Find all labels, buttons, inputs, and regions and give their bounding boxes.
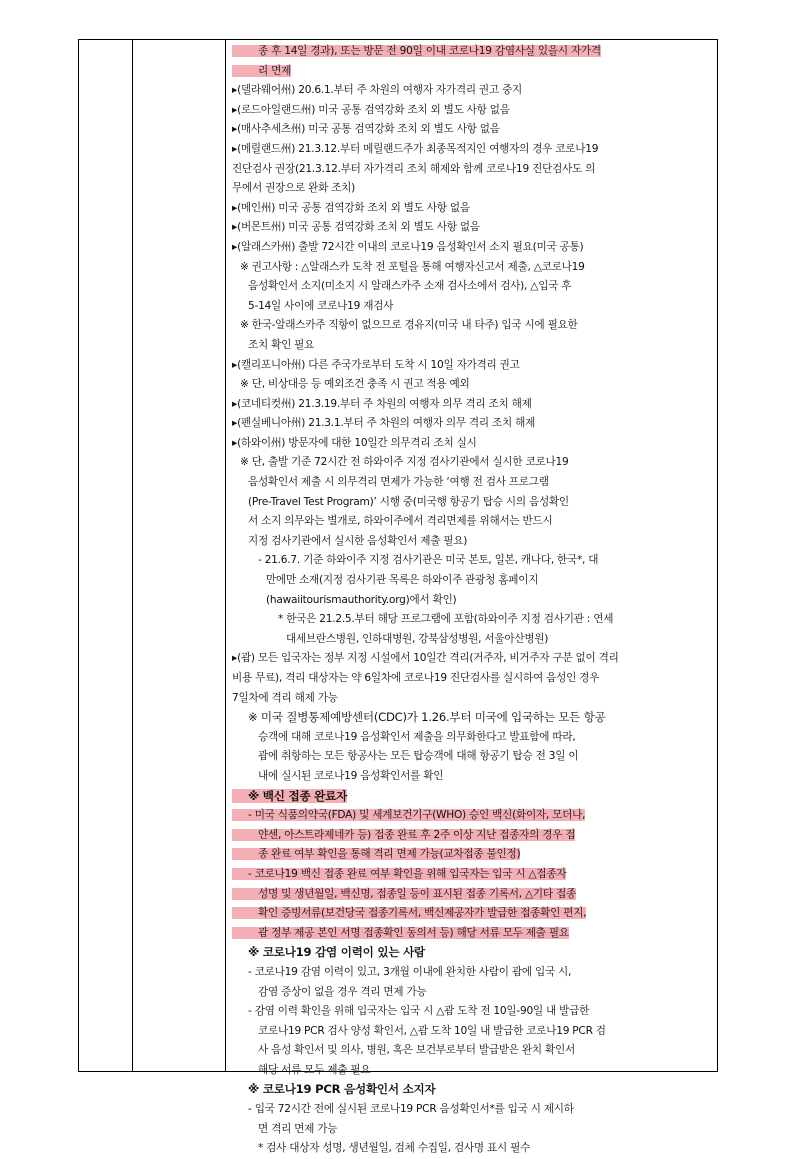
text-line [232, 669, 712, 689]
text-line-content: 음성확인서 제출 시 의무격리 면제가 가능한 ‘여행 전 검사 프로그램 [248, 476, 549, 489]
text-line [232, 1002, 712, 1022]
column-divider-2 [225, 40, 226, 1071]
text-line [232, 1120, 712, 1140]
text-line-content: 내에 실시된 코로나19 음성확인서를 확인 [258, 769, 444, 782]
text-line [232, 160, 712, 180]
text-line [232, 767, 712, 787]
text-line-content: 만에만 소재(지정 검사기관 목록은 하와이주 관광청 홈페이지 [266, 574, 539, 587]
text-line-content: 괌에 취항하는 모든 항공사는 모든 탑승객에 대해 항공기 탑승 전 3일 이 [258, 750, 579, 763]
text-line-content: ▸(하와이州) 방문자에 대한 10일간 의무격리 조치 실시 [232, 436, 477, 449]
text-line [232, 199, 712, 219]
text-line [232, 414, 712, 434]
text-line [232, 747, 712, 767]
text-line [232, 610, 712, 630]
text-line [232, 924, 712, 944]
text-line-content: (Pre-Travel Test Program)’ 시행 중(미국행 항공기 탑승 시의 음성확인 [248, 495, 569, 508]
content-cell [232, 42, 712, 1159]
text-line-content: ▸(캘리포니아州) 다른 주국가로부터 도착 시 10일 자가격리 권고 [232, 358, 520, 371]
text-line [232, 453, 712, 473]
text-line [232, 983, 712, 1003]
text-line-content: - 코로나19 백신 접종 완료 여부 확인을 위해 입국자는 입국 시 △접종자 [232, 868, 566, 880]
text-line-content: 감염 증상이 없을 경우 격리 면제 가능 [258, 985, 427, 998]
text-line [232, 943, 712, 963]
text-line [232, 787, 712, 807]
text-line-content: * 한국은 21.2.5.부터 해당 프로그램에 포함(하와이주 지정 검사기관 : 연세 [278, 613, 614, 626]
text-line [232, 42, 712, 62]
text-line [232, 336, 712, 356]
text-line [232, 649, 712, 669]
text-line [232, 1080, 712, 1100]
text-line [232, 375, 712, 395]
text-line [232, 591, 712, 611]
text-line [232, 493, 712, 513]
text-line [232, 218, 712, 238]
text-line [232, 630, 712, 650]
text-line-content: * 검사 대상자 성명, 생년월일, 검체 수집일, 검사명 표시 필수 [258, 1142, 531, 1155]
text-line-content: 서 소지 의무와는 별개로, 하와이주에서 격리면제를 위해서는 반드시 [248, 515, 553, 528]
text-line-content: ※ 미국 질병통제예방센터(CDC)가 1.26.부터 미국에 입국하는 모든 항공 [248, 710, 606, 725]
text-line-content: 코로나19 PCR 검사 양성 확인서, △괌 도착 10일 내 발급한 코로나19 PCR 검 [258, 1024, 606, 1037]
text-line-content: 얀센, 아스트라제네카 등) 접종 완료 후 2주 이상 지난 접종자의 경우 접 [232, 829, 575, 841]
text-line [232, 356, 712, 376]
text-line-content: - 21.6.7. 기준 하와이주 지정 검사기관은 미국 본토, 일본, 캐나다, 한국*, 대 [258, 554, 599, 567]
text-line-content: 5-14일 사이에 코로나19 재검사 [248, 299, 394, 312]
text-line-content: ▸(메인州) 미국 공통 검역강화 조치 외 별도 사항 없음 [232, 201, 470, 214]
text-line-content: ▸(펜실베니아州) 21.3.1.부터 주 차원의 여행자 의무 격리 조치 해제 [232, 417, 536, 430]
text-line [232, 1061, 712, 1081]
text-line [232, 395, 712, 415]
text-line [232, 316, 712, 336]
text-line-content: 무에서 권장으로 완화 조치) [232, 182, 356, 195]
text-line-content: 종 완료 여부 확인을 통해 격리 면제 가능(교차접종 불인정) [232, 848, 520, 860]
text-line-content: ▸(매사추세츠州) 미국 공통 검역강화 조치 외 별도 사항 없음 [232, 123, 500, 136]
text-line-content: 7일차에 격리 해제 가능 [232, 691, 338, 704]
text-line [232, 277, 712, 297]
text-line-content: - 감염 이력 확인을 위해 입국자는 입국 시 △괌 도착 전 10일-90일 내 발급한 [248, 1005, 590, 1018]
text-line [232, 258, 712, 278]
text-line-content: ▸(버몬트州) 미국 공통 검역강화 조치 외 별도 사항 없음 [232, 221, 480, 234]
text-line [232, 1041, 712, 1061]
text-line-content: ▸(괌) 모든 입국자는 정부 지정 시설에서 10일간 격리(거주자, 비거주자 구분 없이 격리 [232, 652, 619, 665]
text-line-content: 승객에 대해 코로나19 음성확인서 제출을 의무화한다고 발표함에 따라, [258, 730, 576, 743]
text-line-content: 면 격리 면제 가능 [258, 1122, 338, 1135]
text-line-content: ▸(델라웨어州) 20.6.1.부터 주 차원의 여행자 자가격리 권고 중지 [232, 84, 522, 97]
text-line-content: 대세브란스병원, 인하대병원, 강북삼성병원, 서울아산병원) [286, 632, 549, 645]
text-line-content: ※ 백신 접종 완료자 [232, 789, 347, 803]
text-line [232, 551, 712, 571]
text-line-content: 리 면제 [232, 65, 291, 77]
text-line [232, 845, 712, 865]
text-line [232, 512, 712, 532]
text-line-content: - 코로나19 감염 이력이 있고, 3개월 이내에 완치한 사람이 괌에 입국 시, [248, 965, 572, 978]
text-line [232, 238, 712, 258]
text-line-content: ※ 코로나19 감염 이력이 있는 사람 [248, 945, 425, 960]
text-line [232, 179, 712, 199]
text-line-content: 음성확인서 소지(미소지 시 알래스카주 소재 검사소에서 검사), △입국 후 [248, 280, 572, 293]
text-line-content: 조치 확인 필요 [248, 338, 315, 351]
text-line-content: 해당 서류 모두 제출 필요 [258, 1063, 371, 1076]
text-line-content: ▸(로드아일랜드州) 미국 공통 검역강화 조치 외 별도 사항 없음 [232, 103, 510, 116]
text-line-content: 진단검사 권장(21.3.12.부터 자가격리 조치 해제와 함께 코로나19 진단검사도 의 [232, 162, 596, 175]
text-line [232, 297, 712, 317]
text-line [232, 963, 712, 983]
text-line-content: ※ 단, 출발 기준 72시간 전 하와이주 지정 검사기관에서 실시한 코로나19 [240, 456, 569, 469]
text-line-content: ※ 단, 비상대응 등 예외조건 충족 시 권고 적용 예외 [240, 378, 470, 391]
text-line [232, 708, 712, 728]
text-line-content: ※ 권고사항 : △알래스카 도착 전 포털을 통해 여행자신고서 제출, △코로나19 [240, 260, 585, 273]
text-line [232, 806, 712, 826]
text-line-content: ※ 한국-알래스카주 직항이 없으므로 경유지(미국 내 타주) 입국 시에 필요한 [240, 319, 578, 332]
text-line [232, 689, 712, 709]
text-line-content: ▸(코네티컷州) 21.3.19.부터 주 차원의 여행자 의무 격리 조치 해제 [232, 397, 532, 410]
text-line [232, 532, 712, 552]
text-line-content: ▸(메릴랜드州) 21.3.12.부터 메릴랜드주가 최종목적지인 여행자의 경우 코로나19 [232, 142, 599, 155]
text-line [232, 101, 712, 121]
text-line-content: 종 후 14일 경과), 또는 방문 전 90일 이내 코로나19 감염사실 있을시 자가격 [232, 45, 601, 57]
text-line-content: (hawaiitourismauthority.org)에서 확인) [266, 593, 457, 606]
text-line-content: - 미국 식품의약국(FDA) 및 세계보건기구(WHO) 승인 백신(화이자, 모더나, [232, 809, 585, 821]
text-line-content: ▸(알래스카州) 출발 72시간 이내의 코로나19 음성확인서 소지 필요(미국 공통) [232, 240, 584, 253]
column-divider-1 [132, 40, 133, 1071]
text-line [232, 885, 712, 905]
text-line-content: 성명 및 생년월일, 백신명, 접종일 등이 표시된 접종 기록서, △기타 접종 [232, 888, 576, 900]
text-line [232, 728, 712, 748]
text-line-content: 사 음성 확인서 및 의사, 병원, 혹은 보건부로부터 발급받은 완치 확인서 [258, 1044, 575, 1057]
text-line-content: 지정 검사기관에서 실시한 음성확인서 제출 필요) [248, 534, 468, 547]
text-line [232, 865, 712, 885]
text-line [232, 434, 712, 454]
text-line-content: 괌 정부 제공 본인 서명 접종확인 동의서 등) 해당 서류 모두 제출 필요 [232, 927, 569, 939]
text-line [232, 1022, 712, 1042]
text-line-content: - 입국 72시간 전에 실시된 코로나19 PCR 음성확인서*를 입국 시 제시하 [248, 1103, 574, 1116]
text-line [232, 826, 712, 846]
text-line [232, 904, 712, 924]
text-line [232, 81, 712, 101]
text-line-content: 비용 무료), 격리 대상자는 약 6일차에 코로나19 진단검사를 실시하여 음성인 경우 [232, 672, 600, 684]
text-line-content: ※ 코로나19 PCR 음성확인서 소지자 [248, 1082, 436, 1097]
text-line-content: 확인 증빙서류(보건당국 접종기록서, 백신제공자가 발급한 접종확인 편지, [232, 907, 586, 919]
text-line [232, 1139, 712, 1159]
text-line [232, 473, 712, 493]
text-line [232, 62, 712, 82]
text-line [232, 120, 712, 140]
text-line [232, 571, 712, 591]
text-line [232, 140, 712, 160]
text-line [232, 1100, 712, 1120]
